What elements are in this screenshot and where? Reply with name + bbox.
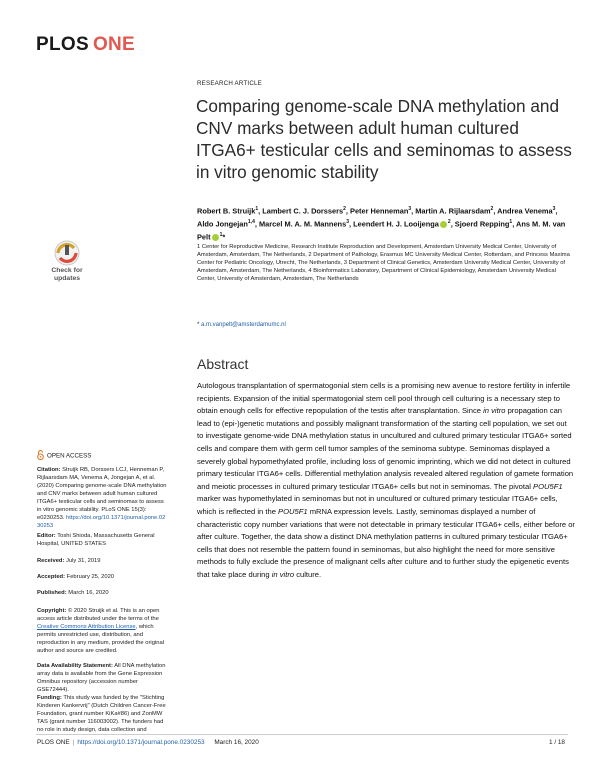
accepted-block xyxy=(37,573,167,581)
abstract-italic-term: POU5F1 xyxy=(278,506,308,516)
author-affiliation-sup: 3 xyxy=(552,206,556,212)
author-name: Sjoerd Repping xyxy=(454,219,510,229)
author-name: Andrea Venema xyxy=(497,206,553,216)
author-name: Ans M. M. van Pelt xyxy=(197,219,566,242)
published-label: Published: xyxy=(37,590,67,596)
abstract-text: culture. xyxy=(294,569,322,579)
abstract-italic-term: in vitro xyxy=(483,406,506,416)
orcid-icon[interactable] xyxy=(212,234,219,241)
article-title: Comparing genome-scale DNA methylation and CNV marks between adult human cultured ITGA6+ testicular cells and seminomas to assess in vitro genomic stability xyxy=(196,96,572,182)
received-block xyxy=(37,557,167,565)
abstract-text: Autologous transplantation of spermatogonial stem cells is a promising new avenue to restore fertility in infertile recipients. Expansion of the initial spermatogonial stem cell pool through cell culturing is a necessary step to obtain enough cells for effective repopulation of the testis after transplantation. Since xyxy=(197,381,571,416)
author-affiliation-sup: 1 xyxy=(219,232,223,239)
abstract-text: mRNA expression levels. Lastly, seminomas displayed a number of characteristic copy number variations that were not detectable in primary testicular ITGA6+ cells, either before or after culture. Together, the data show a distinct DNA methylation patterns in cultured primary testicular ITGA6+ cells that does not resemble the pattern found in seminomas, but also highlight the need for more sensitive methods to fully exclude the presence of malignant cells after culture and to further study the epigenetic events that take place during xyxy=(197,506,575,579)
editor-label: Editor: xyxy=(37,533,56,539)
received-label: Received: xyxy=(37,558,65,564)
author-affiliation-sup: 2 xyxy=(447,219,451,226)
funding-label: Funding: xyxy=(37,695,62,701)
author-separator: , xyxy=(493,206,498,216)
abstract-body xyxy=(197,380,575,582)
data-availability-label: Data Availability Statement: xyxy=(37,663,113,669)
footer-divider xyxy=(36,734,568,735)
open-lock-icon xyxy=(37,450,44,462)
corresponding-marker: * xyxy=(197,322,200,328)
author-name: Marcel M. A. M. Mannens xyxy=(258,219,347,229)
footer-journal: PLOS ONE xyxy=(37,739,70,746)
footer-date: March 16, 2020 xyxy=(214,739,259,746)
check-updates-icon xyxy=(37,239,97,267)
author-name: Martin A. Rijlaarsdam xyxy=(415,206,491,216)
copyright-block xyxy=(37,607,167,655)
copyright-label: Copyright: xyxy=(37,608,67,614)
page-footer: PLOS ONE | https://doi.org/10.1371/journal.pone.0230253 March 16, 2020 xyxy=(37,739,259,746)
author-name: Aldo Jongejan xyxy=(197,219,248,229)
check-updates-line2: updates xyxy=(53,275,81,282)
author-affiliation-sup: 1,4 xyxy=(247,219,255,226)
citation-doi-link[interactable]: https://doi.org/10.1371/journal.pone.0230253 xyxy=(37,515,166,529)
author-name: Peter Henneman xyxy=(350,206,409,216)
abstract-heading: Abstract xyxy=(197,356,249,372)
funding-text: This study was funded by the "Stichting Kinderen Kankervrij" (Dutch Children Cancer-Free Foundation, grant number KiKa#86) and ZonMW TAS (grant number 116003002). The funders had no role in study design, data collection and xyxy=(37,695,166,733)
data-availability-text: All DNA methylation array data is available from the Gene Expression Omnibus repository (accession number GSE72444). xyxy=(37,663,166,693)
check-for-updates-button[interactable] xyxy=(37,239,97,293)
journal-logo xyxy=(36,34,135,56)
author-name: Lambert C. J. Dorssers xyxy=(262,206,344,216)
abstract-italic-term: POU5F1 xyxy=(533,481,563,491)
author-separator: , xyxy=(512,219,517,229)
logo-plos: PLOS xyxy=(36,34,89,55)
license-link[interactable]: Creative Commons Attribution License xyxy=(37,624,136,630)
data-availability-block xyxy=(37,662,167,694)
open-access-badge xyxy=(37,450,91,462)
author-separator: , xyxy=(450,219,455,229)
citation-block xyxy=(37,466,167,530)
author-separator: , xyxy=(258,206,263,216)
author-affiliation-sup: 3 xyxy=(408,206,412,212)
author-affiliation-sup: 2 xyxy=(490,206,494,212)
abstract-text: propagation can lead to (epi-)genetic mutations and possibly malignant transformation of the starting cell population, we set out to investigate genome-wide DNA methylation status in uncultured and cultured primary testicular ITGA6+ sorted cells and compare them with germ cell tumor samples of the seminoma subtype. Seminomas displayed a severely global hypomethylated profile, including loss of genomic imprinting, which we did not detect in cultured primary testicular ITGA6+ cells. Differential methylation analysis revealed altered regulation of gamete formation and meiotic processes in cultured primary testicular ITGA6+ cells but not in seminomas. The pivotal xyxy=(197,406,574,491)
corresponding-email-link[interactable]: a.m.vanpelt@amsterdamumc.nl xyxy=(201,322,286,328)
author-affiliation-sup: 3 xyxy=(346,219,349,226)
received-date: July 31, 2019 xyxy=(66,558,101,564)
author-affiliation-sup: 1 xyxy=(509,219,513,226)
author-name: Leendert H. J. Looijenga xyxy=(353,219,439,229)
article-type: RESEARCH ARTICLE xyxy=(197,80,262,87)
author-separator: , xyxy=(254,219,259,229)
editor-text: Toshi Shioda, Massachusetts General Hospital, UNITED STATES xyxy=(37,533,155,547)
author-separator: , xyxy=(411,206,416,216)
affiliations: 1 Center for Reproductive Medicine, Research Institute Reproduction and Development, Amsterdam University Medical Center, University of Amsterdam, Amsterdam, The Netherlands, 2 Department of Pathology, Erasmus MC University Medical Center, Rotterdam, and Princess Maxima Center for Pediatric Oncology, Utrecht, The Netherlands, 3 Department of Clinical Genetics, Amsterdam University Medical Center, University of Amsterdam, Amsterdam, The Netherlands, 4 Bioinformatics Laboratory, Department of Clinical Epidemiology, Amsterdam University Medical Center, University of Amsterdam, Amsterdam, The Netherlands xyxy=(197,244,570,283)
copyright-text-end: , which permits unrestricted use, distribution, and reproduction in any medium, provided the original author and source are credited. xyxy=(37,624,164,654)
check-updates-line1: Check for xyxy=(51,267,83,274)
author-affiliation-sup: 1 xyxy=(255,206,259,212)
published-block xyxy=(37,589,167,597)
citation-label: Citation: xyxy=(37,467,61,473)
funding-block xyxy=(37,694,167,734)
editor-block xyxy=(37,532,167,548)
footer-doi-link[interactable]: https://doi.org/10.1371/journal.pone.0230253 xyxy=(77,739,205,746)
author-separator: * xyxy=(222,232,226,242)
corresponding-author xyxy=(197,322,286,328)
orcid-icon[interactable] xyxy=(440,221,447,228)
author-separator: , xyxy=(345,206,351,216)
author-separator: , xyxy=(555,206,558,216)
page-number: 1 / 18 xyxy=(549,739,565,746)
author-list xyxy=(197,204,569,243)
author-name: Robert B. Struijk xyxy=(197,206,256,216)
accepted-label: Accepted: xyxy=(37,574,66,580)
author-affiliation-sup: 2 xyxy=(343,206,346,212)
abstract-text: marker was hypomethylated in seminomas but not in uncultured or cultured primary testicular ITGA6+ cells, which is reflected in the xyxy=(197,494,558,516)
copyright-text: © 2020 Struijk et al. This is an open access article distributed under the terms of the xyxy=(37,608,160,622)
open-access-label: OPEN ACCESS xyxy=(47,452,92,460)
author-separator: , xyxy=(348,219,354,229)
citation-text: Struijk RB, Dorssers LCJ, Henneman P, Rijlaarsdam MA, Venema A, Jongejan A, et al. (2020) Comparing genome-scale DNA methylation and CNV marks between adult human cultured ITGA6+ testicular cells and seminomas to assess in vitro genomic stability. PLoS ONE 15(3): e0230253. xyxy=(37,467,167,521)
abstract-italic-term: in vitro xyxy=(271,569,295,579)
published-date: March 16, 2020 xyxy=(68,590,109,596)
logo-one: ONE xyxy=(92,34,136,55)
accepted-date: February 25, 2020 xyxy=(66,574,115,580)
